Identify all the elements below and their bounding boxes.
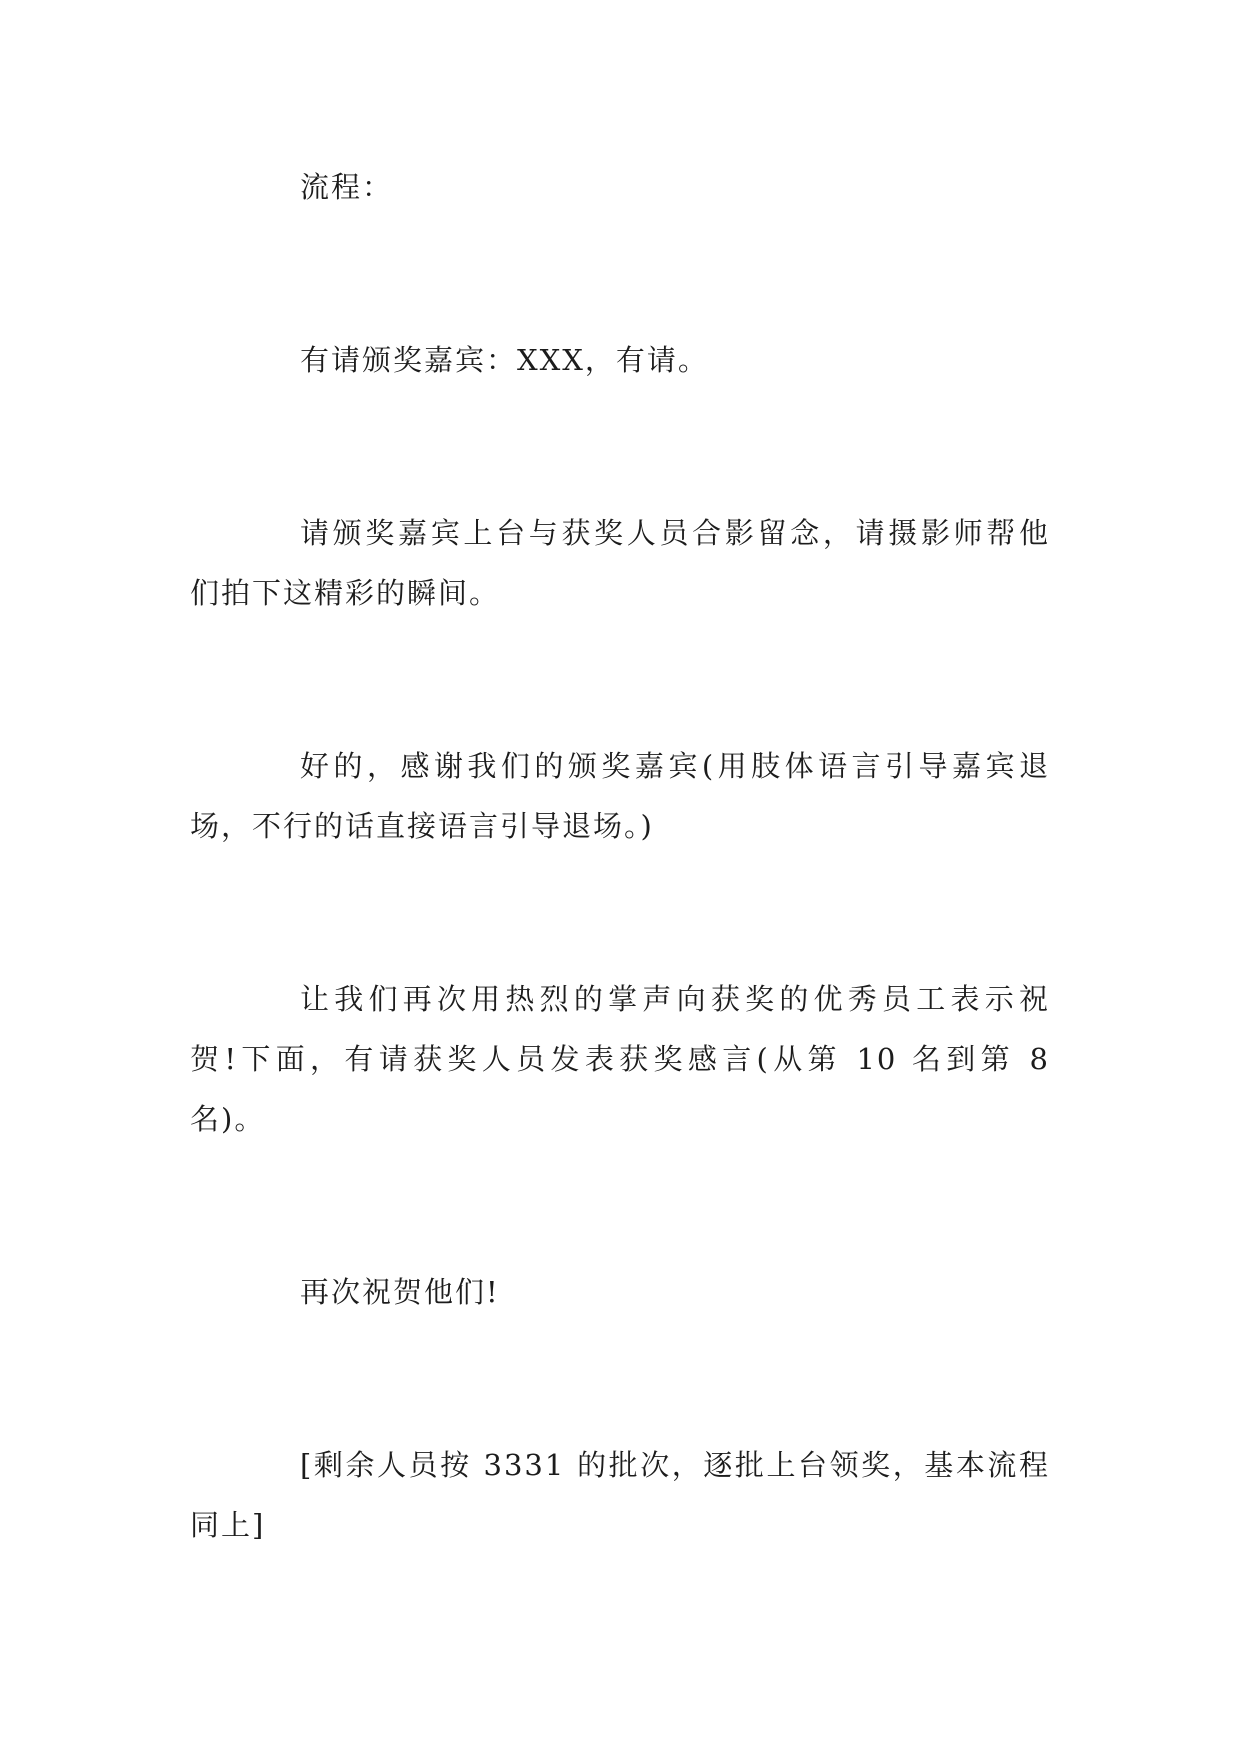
text-line: 有请颁奖嘉宾：XXX，有请。	[300, 343, 709, 377]
paragraph-group-photo	[190, 503, 1050, 623]
paragraph-remaining-batches	[190, 1435, 1050, 1555]
text-line: 让我们再次用热烈的掌声向获奖的优秀员工表示祝	[300, 982, 1050, 1016]
text-line: 场，不行的话直接语言引导退场。)	[190, 809, 654, 843]
paragraph-thank-presenter	[190, 736, 1050, 856]
text-line: 请颁奖嘉宾上台与获奖人员合影留念，请摄影师帮他	[300, 516, 1050, 550]
paragraph-applause-speech	[190, 969, 1050, 1149]
document-body	[190, 157, 1050, 1668]
paragraph-flow-heading	[190, 157, 1050, 217]
paragraph-congratulate-again	[190, 1262, 1050, 1322]
text-line: 再次祝贺他们!	[300, 1275, 500, 1309]
text-line: 好的，感谢我们的颁奖嘉宾(用肢体语言引导嘉宾退	[300, 749, 1050, 783]
text-line: 们拍下这精彩的瞬间。	[190, 576, 501, 610]
paragraph-invite-presenter	[190, 330, 1050, 390]
text-line: [剩余人员按 3331 的批次，逐批上台领奖，基本流程	[300, 1448, 1050, 1482]
text-line: 贺!下面，有请获奖人员发表获奖感言(从第 10 名到第 8	[190, 1042, 1050, 1076]
text-line: 名)。	[190, 1102, 266, 1136]
text-line: 流程：	[300, 170, 394, 204]
text-line: 同上]	[190, 1508, 266, 1542]
